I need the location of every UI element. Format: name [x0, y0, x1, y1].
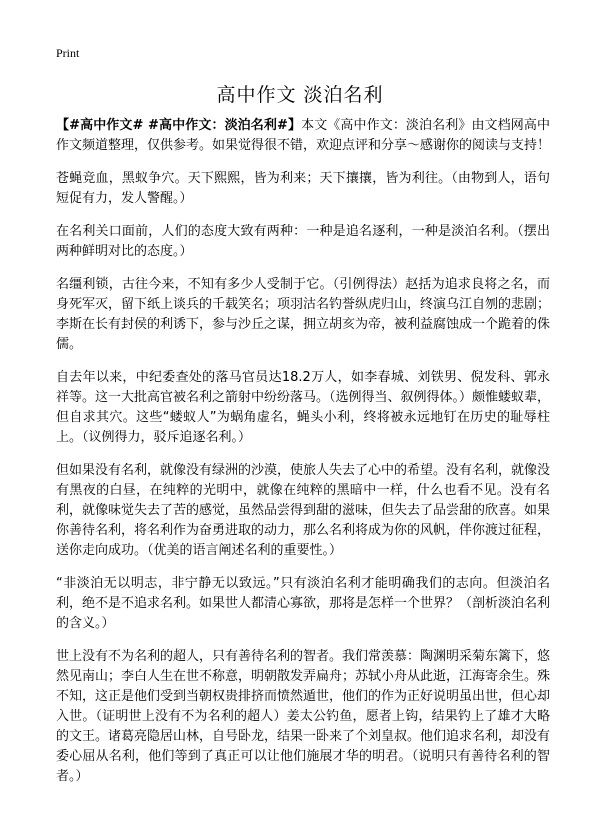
paragraph: 世上没有不为名利的超人，只有善待名利的智者。我们常羡慕：陶渊明采菊东篱下，悠然见南山；李白人生在世不称意，明朝散发弄扁舟；苏轼小舟从此逝，江海寄余生。殊不知，这正是他们受到当朝权贵排挤而愤然遁世，他们的作为正好说明虽出世，但心却入世。（证明世上没有不为名利的超人）姜太公钓鱼，愿者上钩，结果钓上了雄才大略的文王。诸葛亮隐居山林，自号卧龙，结果一卧来了个刘皇叔。他们追求名利，却没有委心屈从名利，他们等到了真正可以让他们施展才华的明君。（说明只有善待名利的智者。）: [56, 649, 551, 784]
paragraph: 名缰利锁，古往今来，不知有多少人受制于它。（引例得法）赵括为追求良将之名，而身死军灭，留下纸上谈兵的千载笑名；项羽沽名钓誉纵虎归山，终演乌江自刎的悲剧；李斯在长有封侯的利诱下，参与沙丘之谋，拥立胡亥为帝，被利益腐蚀成一个跪着的侏儒。: [56, 277, 551, 352]
paragraph: 在名利关口面前，人们的态度大致有两种：一种是追名逐利，一种是淡泊名利。（摆出两种鲜明对比的态度。）: [56, 224, 550, 259]
print-link[interactable]: Print: [56, 46, 80, 60]
paragraph: 苍蝇竞血，黑蚁争穴。天下熙熙，皆为利来；天下攘攘，皆为利往。（由物到人，语句短促有力，发人警醒。）: [56, 171, 550, 206]
paragraph: 自去年以来，中纪委查处的落马官员达18.2万人，如李春城、刘铁男、倪发科、郭永祥等。这一大批高官被名利之箭射中纷纷落马。（选例得当、叙例得体。）颇惟蝼蚁辈，但自求其穴。这些“蝼蚁人”为蜗角虚名，蝇头小利，终将被永远地钉在历史的耻辱柱上。（议例得力，驳斥追逐名利。）: [56, 370, 551, 445]
article-intro: [56, 116, 550, 156]
article-title: 高中作文 淡泊名利: [216, 84, 384, 106]
article-body: [56, 116, 550, 800]
paragraph: “非淡泊无以明志，非宁静无以致远。”只有淡泊名利才能明确我们的志向。但淡泊名利，绝不是不追求名利。如果世人都清心寡欲，那将是怎样一个世界？（剖析淡泊名利的含义。）: [56, 576, 551, 631]
paragraph: 但如果没有名利，就像没有绿洲的沙漠，使旅人失去了心中的希望。没有名利，就像没有黑夜的白昼，在纯粹的光明中，就像在纯粹的黑暗中一样，什么也看不见。没有名利，就像味觉失去了苦的感觉，虽然品尝得到甜的滋味，但失去了品尝甜的欣喜。如果你善待名利，将名利作为奋勇进取的动力，那么名利将成为你的风帆，伴你渡过征程，送你走向成功。（优美的语言阐述名利的重要性。）: [56, 463, 551, 558]
intro-text: 本文《高中作文：淡泊名利》由文档网高中作文频道整理，仅供参考。如果觉得很不错，欢迎点评和分享～感谢你的阅读与支持！: [56, 118, 551, 153]
intro-tags: 【#高中作文# #高中作文：淡泊名利#】: [56, 118, 302, 133]
